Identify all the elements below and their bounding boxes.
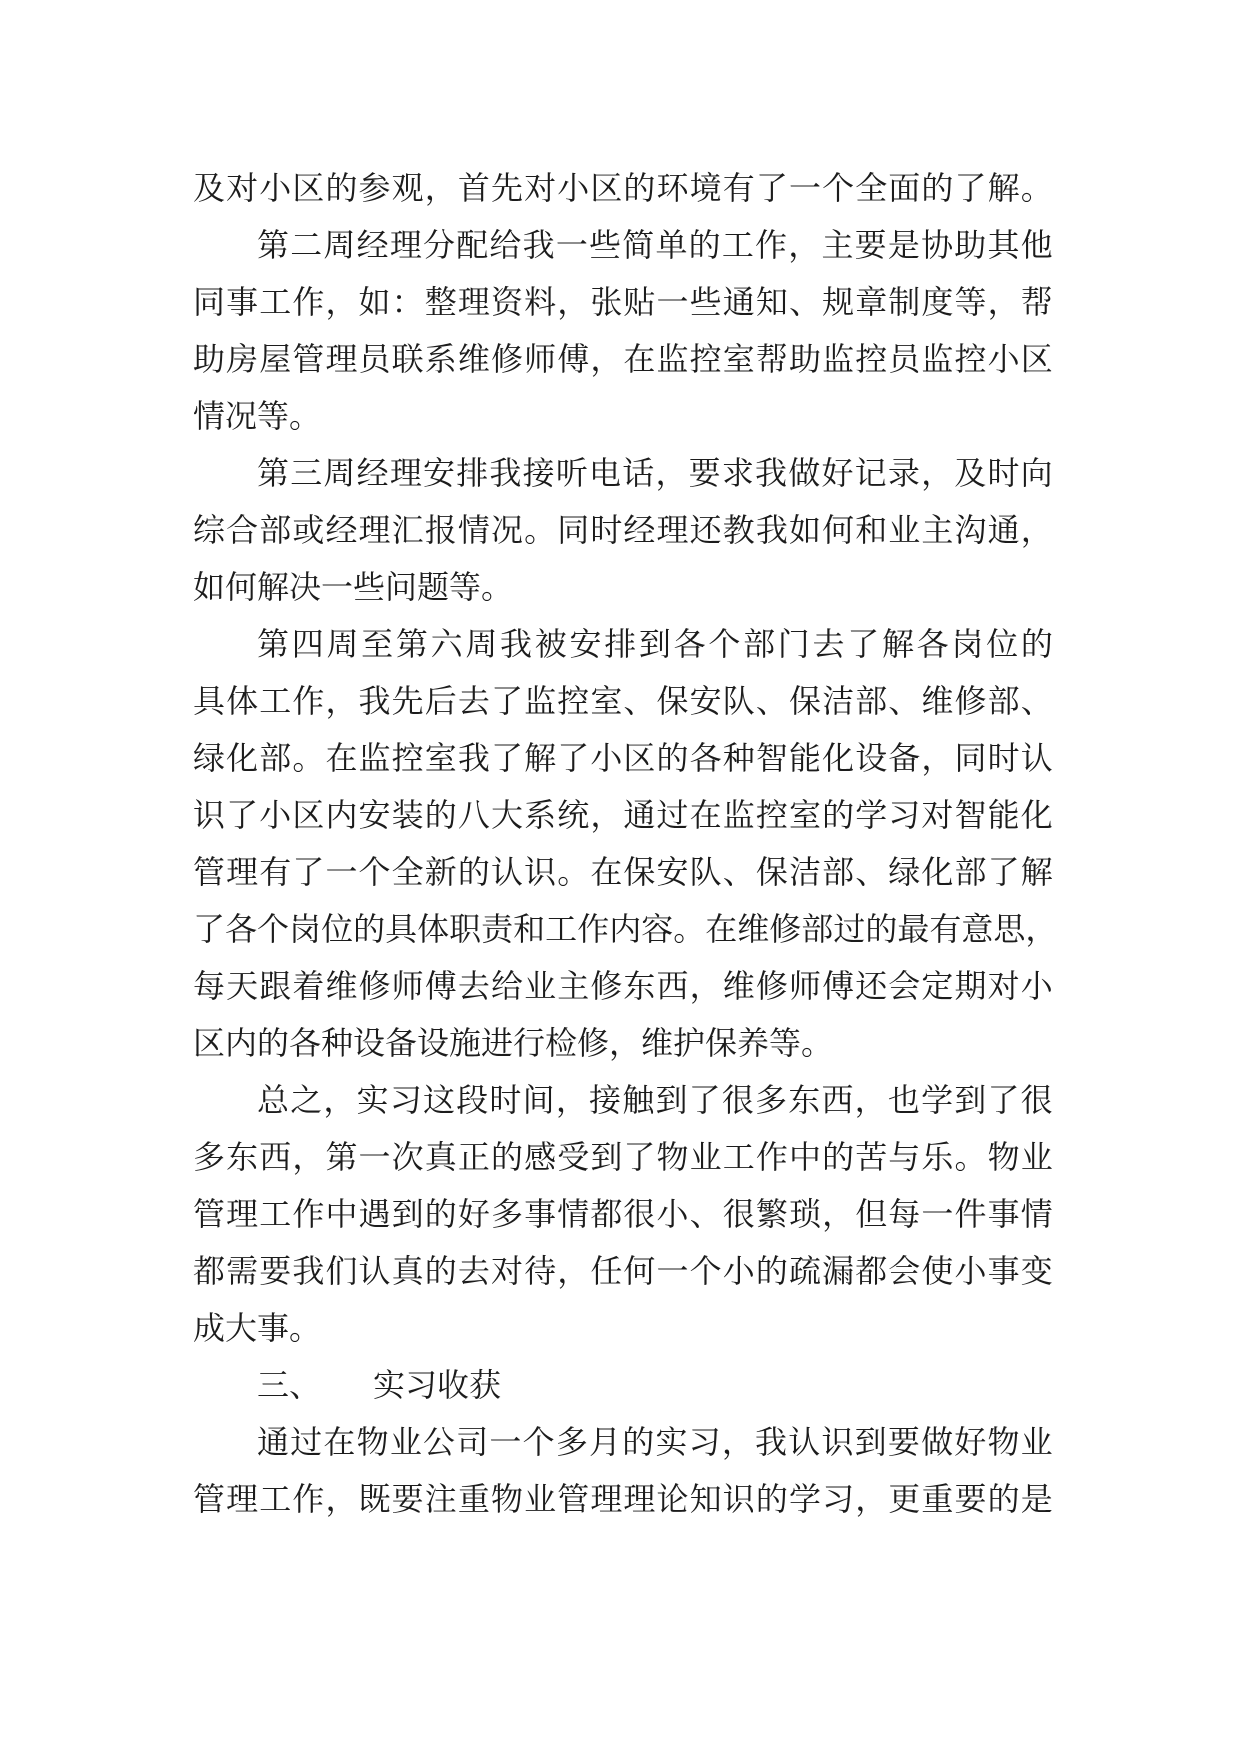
paragraphs-before-heading — [193, 160, 1058, 1357]
text-line: 管 理 工 作 中 遇 到 的 好 多 事 情 都 很 小 、 很 繁 琐 ， 但 每 一 件 事 情 — [193, 1195, 1053, 1233]
section-heading — [193, 1357, 1053, 1414]
text-line: 综 合 部 或 经 理 汇 报 情 况 。 同 时 经 理 还 教 我 如 何 和 业 主 沟 通 ， — [193, 511, 1053, 549]
text-line: 了 各 个 岗 位 的 具 体 职 责 和 工 作 内 容 。 在 维 修 部 过 的 最 有 意 思 ， — [193, 910, 1058, 948]
text-line: 如何解决一些问题等。 — [193, 568, 514, 606]
text-line: 助 房 屋 管 理 员 联 系 维 修 师 傅 ， 在 监 控 室 帮 助 监 控 员 监 控 小 区 — [193, 340, 1053, 378]
text-line: 管 理 有 了 一 个 全 新 的 认 识 。 在 保 安 队 、 保 洁 部 、 绿 化 部 了 解 — [193, 853, 1053, 891]
text-line: 具 体 工 作 ， 我 先 后 去 了 监 控 室 、 保 安 队 、 保 洁 部 、 维 修 部 、 — [193, 682, 1053, 720]
text-line: 第 四 周 至 第 六 周 我 被 安 排 到 各 个 部 门 去 了 解 各 岗 位 的 — [257, 625, 1053, 663]
text-line: 都 需 要 我 们 认 真 的 去 对 待 ， 任 何 一 个 小 的 疏 漏 都 会 使 小 事 变 — [193, 1252, 1053, 1290]
section-title: 实习收获 — [373, 1366, 502, 1404]
section-number: 三、 — [257, 1366, 322, 1404]
text-line: 通 过 在 物 业 公 司 一 个 多 月 的 实 习 ， 我 认 识 到 要 做 好 物 业 — [257, 1423, 1053, 1461]
text-line: 区内的各种设备设施进行检修，维护保养等。 — [193, 1024, 834, 1062]
paragraphs-after-heading — [193, 1414, 1053, 1528]
text-line: 情况等。 — [193, 397, 322, 435]
text-line: 每 天 跟 着 维 修 师 傅 去 给 业 主 修 东 西 ， 维 修 师 傅 还 会 定 期 对 小 — [193, 967, 1053, 1005]
text-line: 识 了 小 区 内 安 装 的 八 大 系 统 ， 通 过 在 监 控 室 的 学 习 对 智 能 化 — [193, 796, 1053, 834]
text-line: 及 对 小 区 的 参 观 ， 首 先 对 小 区 的 环 境 有 了 一 个 全 面 的 了 解 。 — [193, 169, 1053, 207]
text-line: 多 东 西 ， 第 一 次 真 正 的 感 受 到 了 物 业 工 作 中 的 苦 与 乐 。 物 业 — [193, 1138, 1053, 1176]
document-body — [193, 160, 1058, 1528]
text-line: 成大事。 — [193, 1309, 322, 1347]
text-line: 总 之 ， 实 习 这 段 时 间 ， 接 触 到 了 很 多 东 西 ， 也 学 到 了 很 — [257, 1081, 1053, 1119]
text-line: 同 事 工 作 ， 如 ： 整 理 资 料 ， 张 贴 一 些 通 知 、 规 章 制 度 等 ， 帮 — [193, 283, 1053, 321]
text-line: 第 二 周 经 理 分 配 给 我 一 些 简 单 的 工 作 ， 主 要 是 协 助 其 他 — [257, 226, 1053, 264]
text-line: 第 三 周 经 理 安 排 我 接 听 电 话 ， 要 求 我 做 好 记 录 ， 及 时 向 — [257, 454, 1053, 492]
text-line: 管 理 工 作 ， 既 要 注 重 物 业 管 理 理 论 知 识 的 学 习 ， 更 重 要 的 是 — [193, 1480, 1053, 1518]
text-line: 绿 化 部 。 在 监 控 室 我 了 解 了 小 区 的 各 种 智 能 化 设 备 ， 同 时 认 — [193, 739, 1053, 777]
